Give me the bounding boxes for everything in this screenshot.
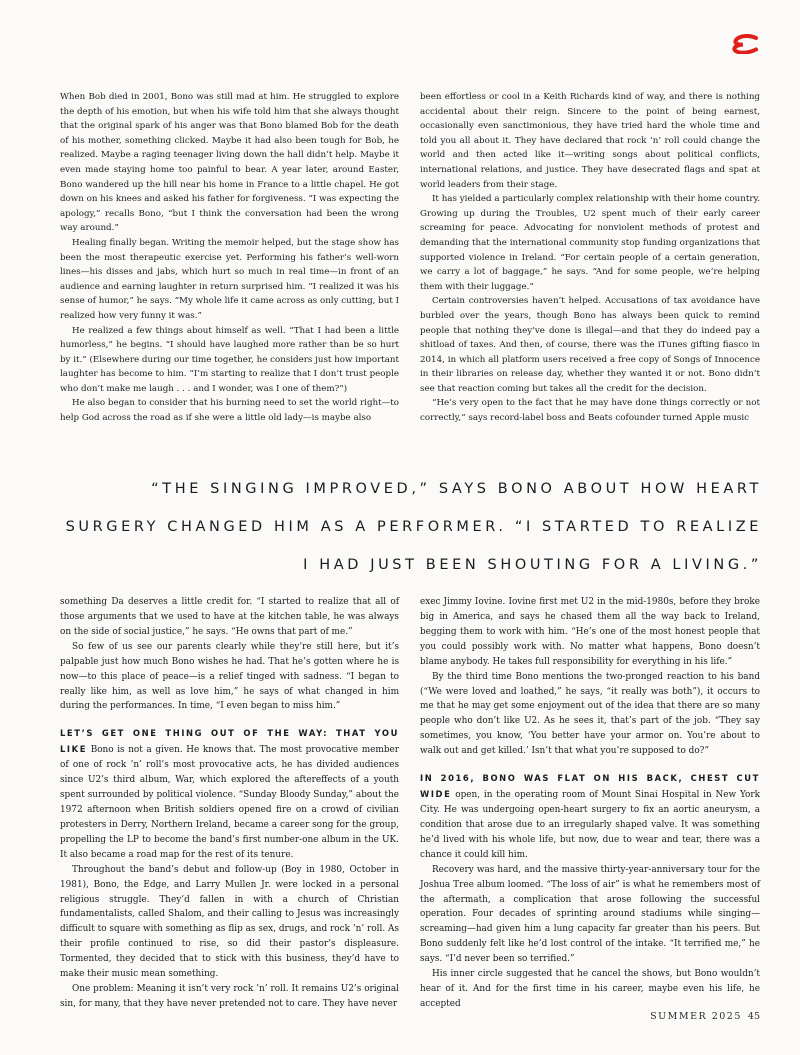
paragraph: “He’s very open to the fact that he may have done things correctly or not correctly,” says record-label boss and Beats cofounder turned Apple music (420, 398, 760, 424)
paragraph: His inner circle suggested that he cancel the shows, but Bono wouldn’t hear of it. And for the first time in his career, maybe even his life, he accepted (420, 969, 760, 1009)
paragraph: Recovery was hard, and the massive thirty-year-anniversary tour for the Joshua Tree album loomed. “The loss of air” is what he remembers most of the aftermath, a complication that arose following the successful operation. Four decades of sprinting around stadiums while singing—screaming—had given him a lung capacity far greater than his peers. But Bono suddenly felt like he’d lost control of the intake. “It terrified me,” he says. “I’d never been so terrified.” (420, 864, 760, 965)
paragraph: Throughout the band’s debut and follow-up (Boy in 1980, October in 1981), Bono, the Edge, and Larry Mullen Jr. were locked in a personal religious struggle. They’d fallen in with a church of Christian fundamentalists, called Shalom, and their calling to Jesus was increasingly difficult to square with something as flip as sex, drugs, and rock ’n’ roll. As their profile continued to rise, so did their pastor’s displeasure. Tormented, they decided that to stick with this business, they’d have to make their music mean something. (60, 864, 399, 980)
paragraph: So few of us see our parents clearly while they’re still here, but it’s palpable just how much Bono wishes he had. That he’s gotten where he is now—to this place of peace—is a relief tinged with sadness. “I began to really like him, as well as love him,” he says of what changed in him during the performances. In time, “I even began to miss him.” (60, 641, 399, 712)
issue-label: SUMMER 2025 (650, 1011, 742, 1022)
folio (650, 1011, 760, 1022)
paragraph: Certain controversies haven’t helped. Accusations of tax avoidance have burbled over the years, though Bono has always been quick to remind people that nothing they’ve done is illegal—and that they do indeed pay a shitload of taxes. And then, of course, there was the iTunes gifting fiasco in 2014, in which all platform users received a free copy of Songs of Innocence in their libraries on release day, whether they wanted it or not. Bono didn’t see that reaction coming but takes all the credit for the decision. (420, 296, 760, 394)
pull-quote-line: “THE SINGING IMPROVED,” SAYS BONO ABOUT HOW HEART (151, 481, 762, 497)
paragraph: By the third time Bono mentions the two-pronged reaction to his band (“We were loved and loathed,” he says, “it really was both”), it occurs to me that he may get some enjoyment out of the idea that there are so many people who don’t like U2. As he sees it, that’s part of the job. “They say sometimes, you know, ‘You better have your armor on. You’re about to walk out and get killed.’ Isn’t that what you’re supposed to do?” (420, 671, 760, 757)
paragraph-text: Bono is not a given. He knows that. The most provocative member of one of rock ’n’ roll’s most provocative acts, he has divided audiences since U2’s third album, War, which explored the aftereffects of a youth spent surrounded by political violence. “Sunday Bloody Sunday,” about the 1972 afternoon when British soldiers opened fire on a crowd of civilian protesters in Derry, Northern Ireland, became a career song for the group, propelling the LP to become the band’s first number-one album in the UK. It also became a road map for the rest of its tenure. (60, 745, 399, 860)
section-break-paragraph (420, 771, 760, 863)
paragraph: something Da deserves a little credit for. “I started to realize that all of those arguments that we used to have at the kitchen table, he was always on the side of social justice,” he says. “He owns that part of me.” (60, 597, 399, 637)
paragraph-text: open, in the operating room of Mount Sinai Hospital in New York City. He was undergoing open-heart surgery to fix an aortic aneurysm, a condition that arose due to an irregularly shaped valve. It was something he’d lived with his whole life, but now, due to wear and tear, there was a chance it could kill him. (420, 790, 760, 860)
paragraph: He also began to consider that his burning need to set the world right—to help God across the road as if she were a little old lady—is maybe also (60, 398, 399, 424)
column-top-right (420, 90, 760, 426)
paragraph: It has yielded a particularly complex relationship with their home country. Growing up during the Troubles, U2 spent much of their early career screaming for peace. Advocating for nonviolent methods of protest and demanding that the international community stop funding organizations that supported violence in Ireland. “For certain people of a certain generation, we carry a lot of baggage,” he says. “And for some people, we’re helping them with their luggage.” (420, 194, 760, 292)
esquire-e-icon (731, 34, 758, 54)
pull-quote (60, 470, 762, 584)
paragraph: One problem: Meaning it isn’t very rock ’n’ roll. It remains U2’s original sin, for many, that they have never pretended not to care. They have never (60, 984, 399, 1009)
section-lead-in: LET’S GET ONE THING OUT OF THE WAY: THAT YOU LIKE (60, 728, 399, 755)
pull-quote-line: SURGERY CHANGED HIM AS A PERFORMER. “I STARTED TO REALIZE (65, 519, 762, 535)
column-bottom-left (60, 595, 399, 1012)
paragraph: He realized a few things about himself as well. “That I had been a little humorless,” he begins. “I should have laughed more rather than be so hurt by it.” (Elsewhere during our time together, he considers just how important laughter has become to him. “I’m starting to realize that I don’t trust people who don’t make me laugh . . . and I wonder, was I one of them?”) (60, 325, 399, 394)
paragraph: Healing finally began. Writing the memoir helped, but the stage show has been the most therapeutic exercise yet. Performing his father’s well-worn lines—his disses and jabs, which hurt so much in real time—in front of an audience and earning laughter in return surprised him. “I realized it was his sense of humor,” he says. “My whole life it came across as only cutting, but I realized how very funny it was.” (60, 237, 399, 321)
paragraph: When Bob died in 2001, Bono was still mad at him. He struggled to explore the depth of his emotion, but when his wife told him that she always thought that the original spark of his anger was that Bono blamed Bob for the death of his mother, something clicked. Maybe it had also been tough for Bob, he realized. Maybe a raging teenager living down the hall didn’t help. Maybe it even made staying home too painful to bear. A year later, around Easter, Bono wandered up the hill near his home in France to a little chapel. He got down on his knees and asked his father for forgiveness. “I was expecting the apology,” recalls Bono, “but I think the conversation had been the wrong way around.” (60, 92, 399, 234)
column-bottom-right (420, 595, 760, 1012)
paragraph: been effortless or cool in a Keith Richards kind of way, and there is nothing accidental about their reign. Sincere to the point of being earnest, occasionally even sanctimonious, they have tried hard the whole time and told you all about it. They have declared that rock ’n’ roll could change the world and then acted like it—writing songs about political conflicts, international relations, and justice. They have desecrated flags and spat at world leaders from their stage. (420, 92, 760, 190)
paragraph: exec Jimmy Iovine. Iovine first met U2 in the mid-1980s, before they broke big in America, and says he chased them all the way back to Ireland, begging them to work with him. “He’s one of the most honest people that you could possibly work with. No matter what happens, Bono doesn’t blame anybody. He takes full responsibility for everything in his life.” (420, 597, 760, 667)
section-lead-in: IN 2016, BONO WAS FLAT ON HIS BACK, CHEST CUT WIDE (420, 773, 760, 800)
section-break-paragraph (60, 726, 399, 862)
column-top-left (60, 90, 399, 426)
page-number: 45 (747, 1011, 760, 1022)
pull-quote-line: I HAD JUST BEEN SHOUTING FOR A LIVING.” (303, 557, 762, 573)
esquire-e-stroke (734, 36, 756, 53)
